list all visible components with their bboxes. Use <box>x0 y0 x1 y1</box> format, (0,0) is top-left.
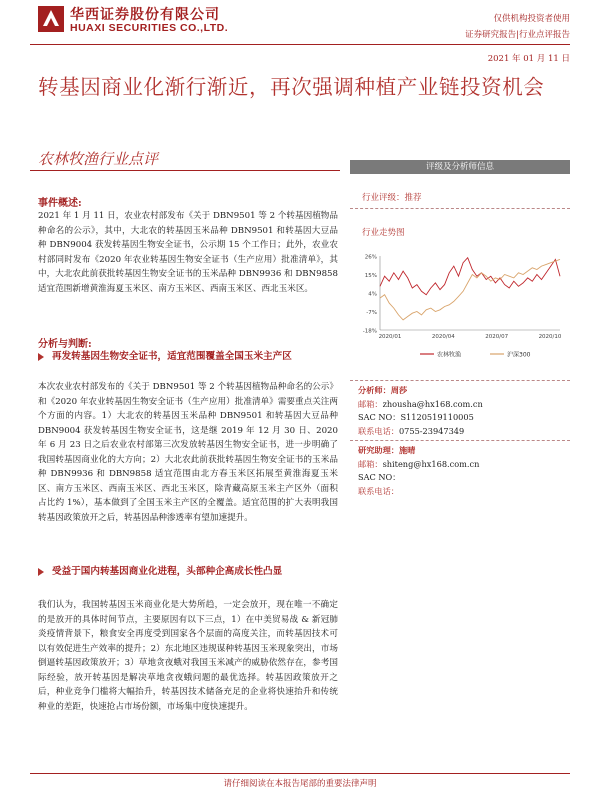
analysis-heading: 分析与判断: <box>38 339 92 350</box>
trend-chart-label: 行业走势图 <box>362 228 405 238</box>
chart-series-line <box>380 259 560 320</box>
industry-trend-chart <box>350 250 570 368</box>
assistant-email[interactable]: shiteng@hx168.com.cn <box>382 458 480 469</box>
analyst-sac-label: SAC NO： <box>358 412 401 422</box>
analyst-email[interactable]: zhousha@hx168.com.cn <box>382 398 483 409</box>
analysis-paragraph-2: 我们认为，我国转基因玉米商业化是大势所趋，一定会放开，现在唯一不确定的是放开的具体时间节点，主要原因有以下三点，1）在中美贸易战 & 新冠肺炎疫情背景下，粮食安全再度受到国家各个层面的高度关注，而转基因技术可以有效促进生产效率的提升；2）东北地区违规谋种转基因玉米现象突出，市场倒逼转基因政策放开；3）草地贪夜蛾对我国玉米减产的威胁依然存在，参考国际经验，放开转基因是解决草地贪夜蛾问题的最优选择。转基因政策放开之后，种业竞争门槛将大幅抬升，转基因技术储备充足的企业将快速抬升和传统种业的差距，快速抢占市场份额，市场集中度快速提升。 <box>38 600 338 712</box>
analyst-phone-label: 联系电话： <box>358 425 399 436</box>
analyst-block <box>358 384 483 438</box>
chart-y-tick-label: 15% <box>364 273 377 279</box>
event-text: 2021 年 1 月 11 日，农业农村部发布《关于 DBN9501 等 2 个转基因植物品种命名的公示》，其中，大北农的转基因玉米品种 DBN9501 和转基因大豆品种 DBN9004 获发转基因生物安全证书，公示期 15 个工作日；此外，农业农村部同时发布《2020 年农业转基因生物安全证书（生产应用）批准清单》，其中，大北农此前获批转基因生物安全证书的玉米品种 DBN9936 和 DBN9858 适宜范围新增黄淮海夏玉米区、南方玉米区、西南玉米区、西北玉米区。 <box>38 211 338 294</box>
chart-x-tick-label: 2020/10 <box>538 334 562 340</box>
assistant-name: 研究助理：施晴 <box>358 445 416 455</box>
chart-y-tick-label: -18% <box>362 328 377 335</box>
bullet-triangle-icon <box>38 568 44 576</box>
chart-legend-label: 农林牧渔 <box>437 351 462 359</box>
footer-divider <box>30 773 570 774</box>
page-title: 转基因商业化渐行渐近，再次强调种植产业链投资机会 <box>38 75 545 99</box>
brand-name-cn: 华西证券股份有限公司 <box>70 7 220 23</box>
rating-panel <box>350 160 570 174</box>
subtitle-divider <box>30 170 340 171</box>
sidebar-divider <box>350 380 570 381</box>
sidebar-divider <box>350 440 570 441</box>
analysis-bullet-2-text: 受益于国内转基因商业化进程，头部种企高成长性凸显 <box>52 566 283 577</box>
company-logo-icon <box>38 6 64 32</box>
chart-y-tick-label: -7% <box>366 310 377 316</box>
bullet-triangle-icon <box>38 353 44 361</box>
chart-x-tick-label: 2020/04 <box>431 334 455 340</box>
analysis-bullet-1 <box>38 350 338 365</box>
report-date: 2021 年 01 月 11 日 <box>487 54 570 64</box>
analyst-sac: S1120519110005 <box>400 412 474 422</box>
analyst-name: 分析师：周莎 <box>358 385 408 395</box>
page-subtitle: 农林牧渔行业点评 <box>38 150 159 168</box>
audience-tag: 仅供机构投资者使用 <box>493 14 570 24</box>
sidebar-divider <box>350 208 570 209</box>
analysis-paragraph-1: 本次农业农村部发布的《关于 DBN9501 等 2 个转基因植物品种命名的公示》和《2020 年农业转基因生物安全证书（生产应用）批准清单》需要重点关注两个方面的内容。1）大北农的转基因玉米品种 DBN9501 和转基因大豆品种 DBN9004 获发转基因生物安全证书，这是继 2019 年 12 月 30 日、2020 年 6 月 23 日之后农业农村部第三次发放转基因生物安全证书，进一步明确了我国转基因商业化的大方向；2）大北农此前获批转基因生物安全证书的玉米品种 DBN9936 和 DBN9858 适宜范围由北方春玉米区拓展至黄淮海夏玉米区、南方玉米区、西南玉米区、西北玉米区，除青藏高原玉米主产区外（面积占比约 1%），基本做到了全国玉米主产区的全覆盖。适宜范围的扩大表明我国转基因政策放开之后，转基因品种渗透率有望加速提升。 <box>38 382 338 523</box>
chart-y-tick-label: 26% <box>364 254 377 261</box>
chart-legend-label: 沪深300 <box>507 351 531 359</box>
chart-y-tick-label: 4% <box>368 291 377 298</box>
analyst-email-label: 邮箱： <box>358 398 383 409</box>
brand-name-en: HUAXI SECURITIES CO.,LTD. <box>70 22 229 34</box>
assistant-block <box>358 444 479 498</box>
analysis-bullet-2 <box>38 565 338 580</box>
analysis-bullet-1-text: 再发转基因生物安全证书，适宜范围覆盖全国玉米主产区 <box>52 351 292 362</box>
report-type-tag: 证券研究报告|行业点评报告 <box>465 30 570 40</box>
chart-x-tick-label: 2020/01 <box>378 334 402 340</box>
rating-panel-header: 评级及分析师信息 <box>350 160 570 174</box>
header-divider <box>30 44 570 45</box>
event-heading: 事件概述: <box>38 198 82 209</box>
legal-notice: 请仔细阅读在本报告尾部的重要法律声明 <box>223 779 377 789</box>
industry-rating: 行业评级：推荐 <box>362 193 422 203</box>
chart-series-line <box>380 258 560 295</box>
chart-x-tick-label: 2020/07 <box>485 334 509 340</box>
assistant-email-label: 邮箱： <box>358 458 383 469</box>
assistant-phone-label: 联系电话： <box>358 485 399 496</box>
analyst-phone: 0755-23947349 <box>398 425 465 436</box>
assistant-sac-label: SAC NO： <box>358 472 401 482</box>
